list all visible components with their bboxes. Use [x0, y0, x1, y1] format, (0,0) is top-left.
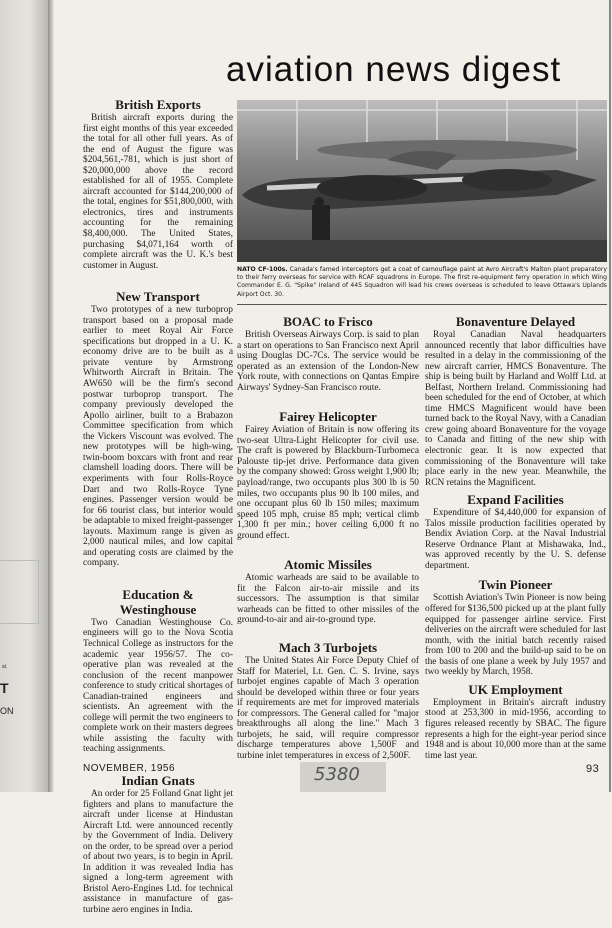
- photo-caption: [237, 266, 607, 299]
- adjacent-page-margin: [0, 0, 48, 792]
- divider: [237, 304, 607, 305]
- article-indian-gnats: An order for 25 Folland Gnat light jet fighters and plans to manufacture the aircraft under license at Hindustan Aircraft Ltd. were announced recently by the Government of India. Delivery on the order, to be spread over a period of about two years, is to begin in April. In addition it was revealed India has signed a long-term agreement with Bristol Aero-Engines Ltd. for technical assistance in manufacture of gas-turbine aero engines in India.: [83, 788, 233, 915]
- article-british-exports: British aircraft exports during the first eight months of this year exceeded the total for all other full years. As of the end of August the figure was $204,561,-781, which is just short of $20,000,000 above the record established for all of 1955. Complete aircraft accounted for $144,200,000 of the total, engines for $51,800,000, with electronics, tires and instruments accounting for the remaining $8,400,000. The United States, purchasing $4,071,164 worth of complete aircraft was the U. K.'s best customer in August.: [83, 113, 233, 271]
- headline-atomic: Atomic Missiles: [284, 557, 372, 573]
- adjacent-page-fragment: st.: [2, 664, 8, 670]
- headline-bonaventure: Bonaventure Delayed: [455, 314, 576, 329]
- article-expand: Expenditure of $4,440,000 for expansion of Talos missile production facilities operated by Bendix Aviation Corp. at the Naval Industrial Reserve Ordnance Plant at Mishawaka, Ind., was approved recently by the U. S. defense department.: [425, 508, 606, 571]
- adjacent-page-fragment: ON: [0, 706, 14, 716]
- article-twin-pioneer: Scottish Aviation's Twin Pioneer is now being offered for $136,500 picked up at the plant fully equipped for passenger airline service. First deliveries on the aircraft were scheduled for last month, with the initial batch recently raised from 100 to 200 and the build-up said to be on the basis of one plane a week by July 1957 and two weekly by March, 1958.: [425, 593, 606, 678]
- article-new-transport: Two prototypes of a new turboprop transport based on a proposal made earlier to meet Royal Air Force specifications but dropped in a U. K. economy drive are to be built as a private venture by Armstrong Whitworth Aircraft in Britain. The AW650 will be the firm's second postwar turboprop transport. The company previously developed the Apollo airliner, built to a Brabazon Committee specification from which the Vickers Viscount was evolved. The new prototypes will be high-wing, twin-boom boxcars with front and rear clamshell loading doors. There will be experiments with four Rolls-Royce Dart and two Rolls-Royce Tyne engines. Passenger version would be for 66 tourist class, but interior would be adaptable to mixed freight-passenger layouts. Maximum range is given as 2,000 nautical miles, and low capital and operating costs are claimed by the company.: [83, 305, 233, 569]
- issue-date: NOVEMBER, 1956: [83, 763, 176, 774]
- caption-text: Canada's famed interceptors get a coat of camouflage paint at Avro Aircraft's Malton plant preparatory to their ferry overseas for service with RCAF squadrons in Europe. The first re-equipment ferry operation in which Wing Commander E. G. "Spike" Ireland of 445 Squadron will lead his crews overseas is scheduled to leave Ottawa's Uplands Airport Oct. 30.: [237, 266, 607, 298]
- caption-lead: NATO CF-100s.: [237, 266, 288, 273]
- page-edge: [609, 0, 611, 792]
- article-boac: British Overseas Airways Corp. is said to plan a start on operations to San Francisco next April using Douglas DC-7Cs. The service would be operated as an extension of the London-New York route, with connections on Qantas Empire Airways' Sydney-San Francisco route.: [237, 330, 419, 393]
- headline-education: Education & Westinghouse: [119, 586, 197, 617]
- headline-new-transport: New Transport: [116, 289, 200, 305]
- article-mach3: The United States Air Force Deputy Chief of Staff for Materiel, Lt. Gen. C. S. Irvine, says turbojet engines capable of Mach 3 operation should be developed within three or four years if requirements are met for improved materials for compressors. The General called for "major breakthroughs all along the line." Mach 3 turbojets, he said, will require compressor discharge temperatures above 1,500F and turbine inlet temperatures in excess of 2,500F.: [237, 656, 419, 761]
- headline-mach3: Mach 3 Turbojets: [278, 640, 378, 656]
- article-bonaventure: Royal Canadian Naval headquarters announced recently that labor difficulties have resulted in a delay in the commissioning of the new aircraft carrier, HMCS Bonaventure. The ship is being built by Harland and Wolff Ltd. at Belfast, Northern Ireland. Commissioning had been scheduled for the end of October, at which time HMCS Magnificent would have been turned back to the Royal Navy, with a Canadian crew going aboard Bonaventure for the voyage to Canada and fitting of the new ship with electronic gear. It is now expected that commissioning of the Bonaventure will take place early in the new year. Meanwhile, the RCN retains the Magnificent.: [425, 330, 606, 488]
- page-number: 93: [586, 763, 600, 775]
- adjacent-page-box: [0, 560, 39, 624]
- column-right: [425, 314, 606, 773]
- article-fairey: Fairey Aviation of Britain is now offering its two-seat Ultra-Light Helicopter for civil use. The craft is powered by Blackburn-Turbomeca Palouste tip-jet drive. Performance data given by the company showed: Gross weight 1,900 lb; payload/range, two occupants plus 300 lb is 50 miles, two occupants plus 90 lb 100 miles, and one occupant plus 60 lb 150 miles; maximum speed 105 mph, cruise 85 mph; vertical climb 1,300 ft per min.; hover ceiling 6,000 ft no ground effect.: [237, 425, 419, 541]
- page-gutter: [48, 0, 54, 792]
- headline-twin-pioneer: Twin Pioneer: [478, 577, 553, 593]
- stamp-number: 5380: [314, 764, 360, 785]
- column-left: [83, 97, 233, 928]
- aircraft-photo: [237, 100, 607, 262]
- archive-stamp: [300, 762, 386, 792]
- headline-expand: Expand Facilities: [467, 492, 564, 508]
- article-uk-employment: Employment in Britain's aircraft industry stood at 253,300 in mid-1956, according to figures released recently by SBAC. The figure represents a high for the eight-year period since 1948 and is about 10,000 more than at the same time last year.: [425, 697, 606, 761]
- adjacent-page-fragment: T: [0, 680, 9, 696]
- article-education: Two Canadian Westinghouse Co. engineers will go to the Nova Scotia Technical College as instructors for the academic year 1956/57. The co-operative plan was revealed at the conclusion of the recent manpower conference to study critical shortages of Canadian-trained engineers and scientists. An agreement with the college will permit the two engineers to complete work on their masters degrees while assisting the faculty with teaching assignments.: [83, 617, 233, 755]
- headline-indian-gnats: Indian Gnats: [121, 772, 195, 788]
- headline-boac: BOAC to Frisco: [283, 314, 373, 329]
- masthead: aviation news digest: [226, 50, 562, 89]
- headline-uk-employment: UK Employment: [468, 681, 563, 697]
- headline-fairey: Fairey Helicopter: [279, 409, 377, 425]
- article-atomic: Atomic warheads are said to be available to fit the Falcon air-to-air missile and its successors. The assumption is that similar warheads can be fitted to other missiles of the ground-to-air and air-to-ground type.: [237, 573, 419, 626]
- headline-british-exports: British Exports: [115, 97, 201, 112]
- column-middle: [237, 314, 419, 774]
